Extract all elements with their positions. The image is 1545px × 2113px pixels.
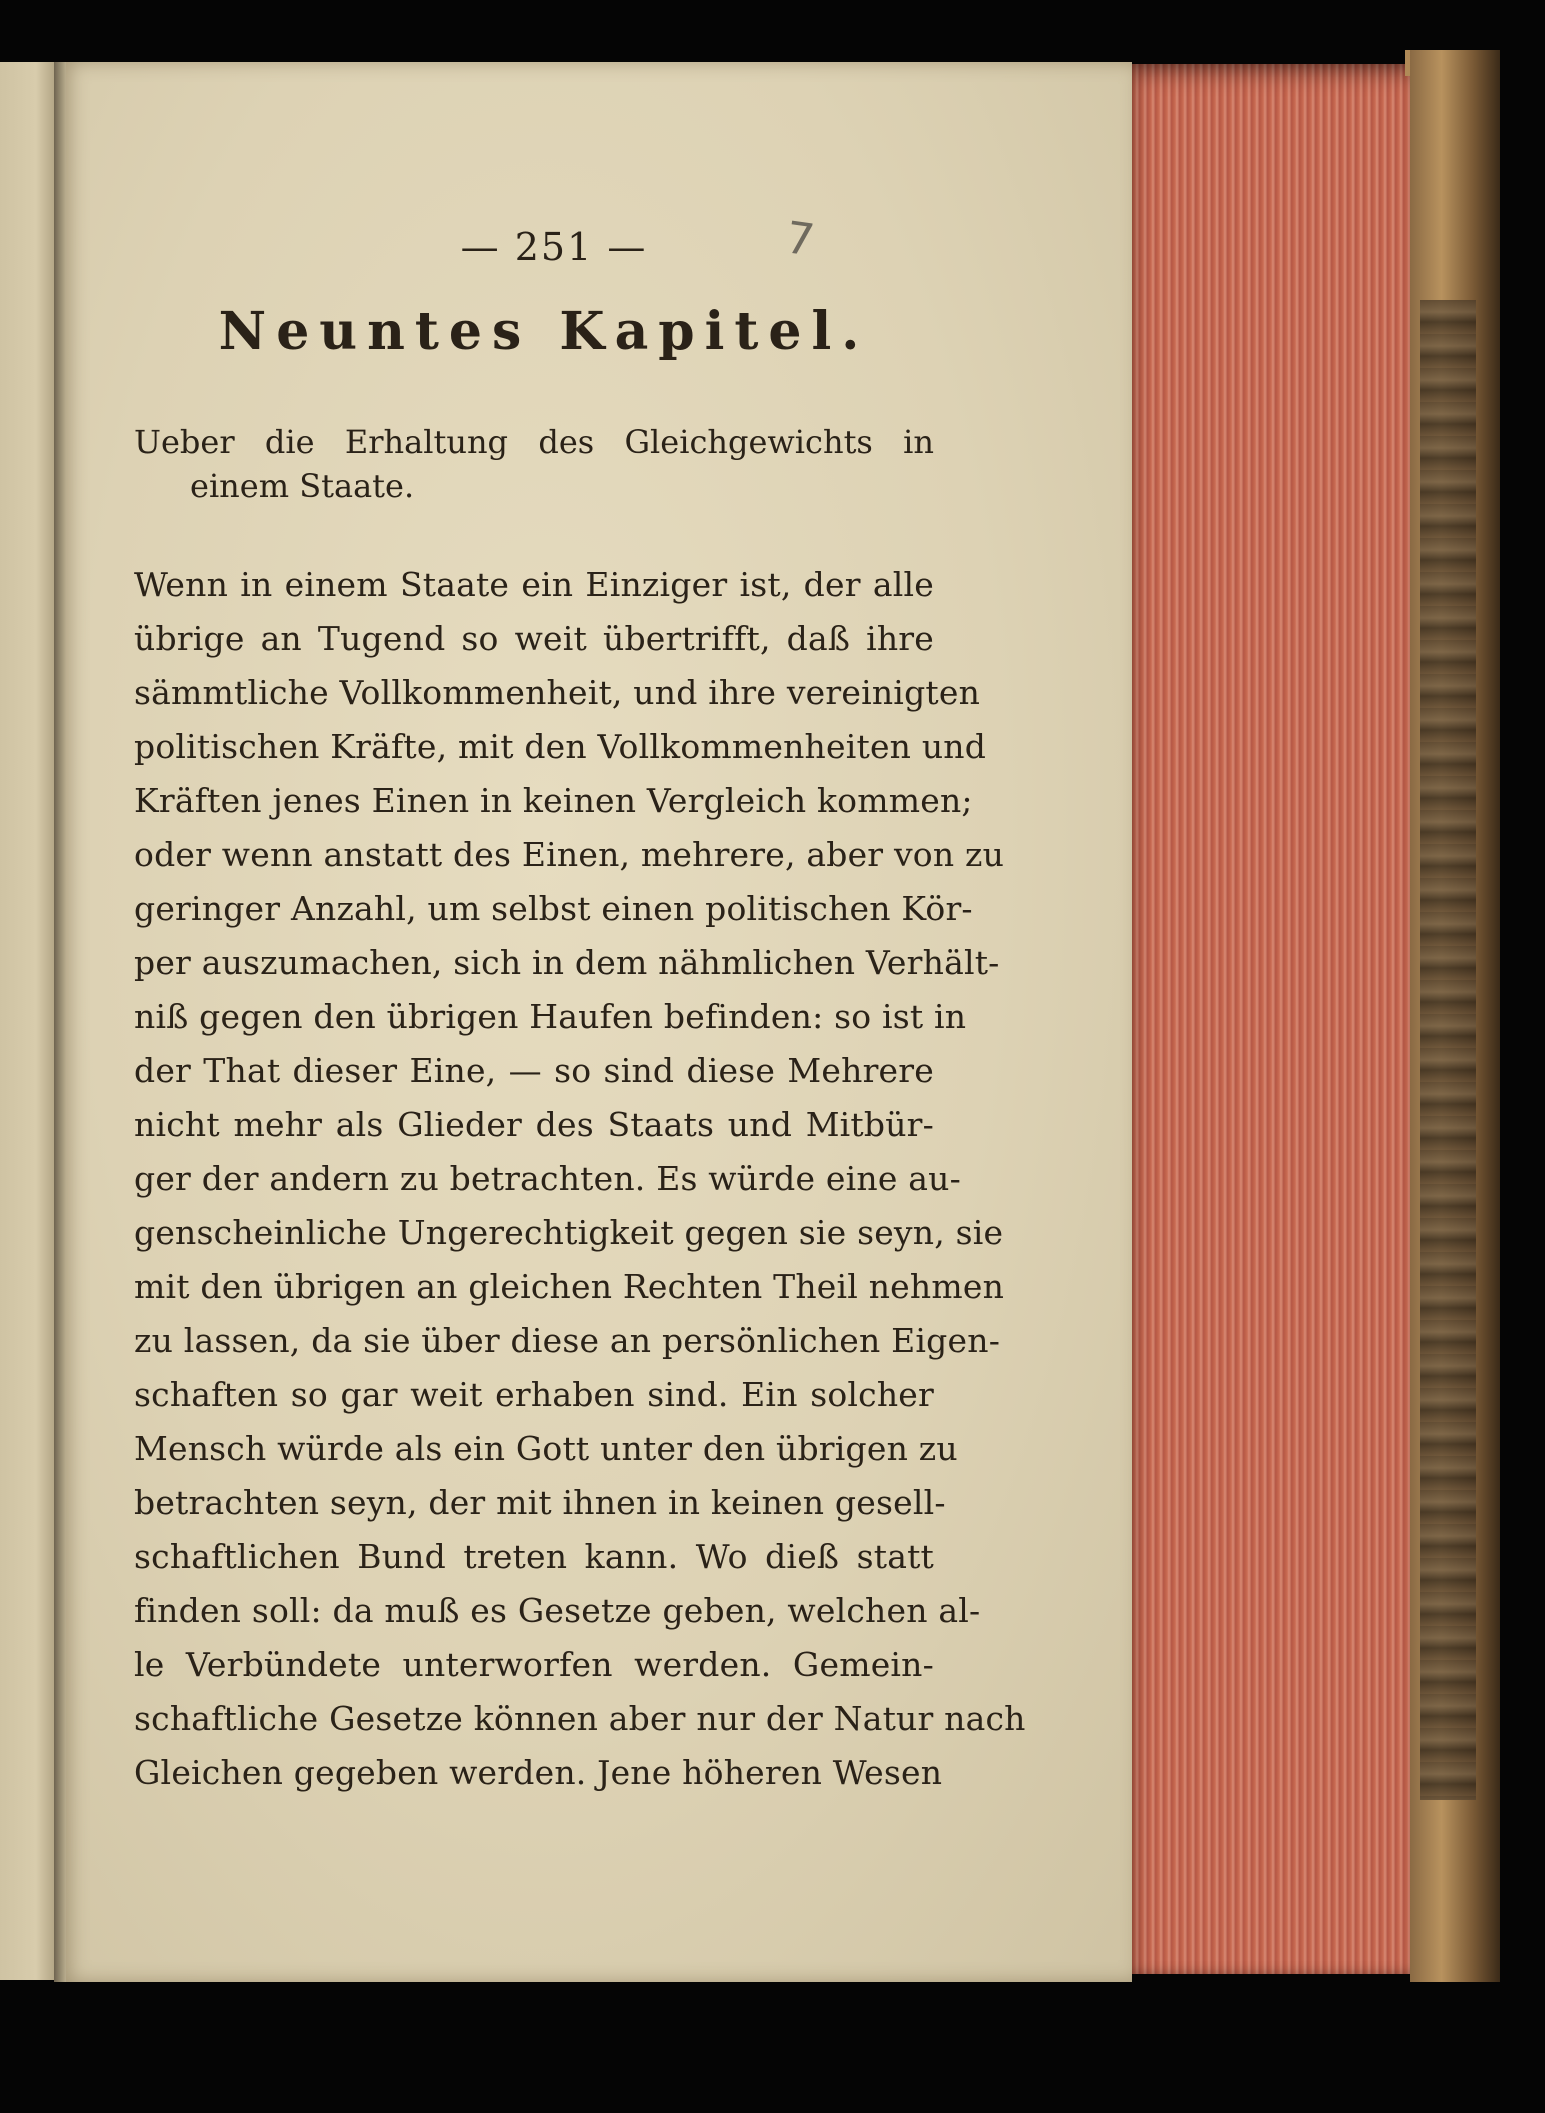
left-page-edge	[0, 62, 60, 1980]
page-number: — 251 —	[460, 225, 648, 269]
text-line: finden soll: da muß es Gesetze geben, welchen al-	[134, 1591, 981, 1630]
page-text	[134, 225, 1026, 1800]
text-line: Wenn in einem Staate ein Einziger ist, der alle	[134, 565, 934, 604]
pencil-annotation: 7	[782, 212, 818, 267]
text-line: Gleichen gegeben werden. Jene höheren Wesen	[134, 1753, 943, 1792]
text-line: politischen Kräfte, mit den Vollkommenheiten und	[134, 727, 987, 766]
text-line: zu lassen, da sie über diese an persönlichen Eigen-	[134, 1321, 1001, 1360]
text-line: übrige an Tugend so weit übertrifft, daß ihre	[134, 619, 934, 658]
text-line: genscheinliche Ungerechtigkeit gegen sie seyn, sie	[134, 1213, 1004, 1252]
text-line: per auszumachen, sich in dem nähmlichen Verhält-	[134, 943, 1000, 982]
text-line: nicht mehr als Glieder des Staats und Mitbür-	[134, 1105, 934, 1144]
text-line: geringer Anzahl, um selbst einen politischen Kör-	[134, 889, 973, 928]
text-line: schaften so gar weit erhaben sind. Ein solcher	[134, 1375, 934, 1414]
text-line: mit den übrigen an gleichen Rechten Theil nehmen	[134, 1267, 1005, 1306]
text-line: le Verbündete unterworfen werden. Gemein-	[134, 1645, 934, 1684]
text-line: betrachten seyn, der mit ihnen in keinen gesell-	[134, 1483, 946, 1522]
book-gutter	[54, 62, 66, 1982]
text-line: niß gegen den übrigen Haufen befinden: so ist in	[134, 997, 967, 1036]
text-line: Mensch würde als ein Gott unter den übrigen zu	[134, 1429, 958, 1468]
text-line: Kräften jenes Einen in keinen Vergleich kommen;	[134, 781, 973, 820]
text-line: schaftlichen Bund treten kann. Wo dieß statt	[134, 1537, 934, 1576]
text-line: schaftliche Gesetze können aber nur der Natur nach	[134, 1699, 1026, 1738]
text-line: der That dieser Eine, — so sind diese Mehrere	[134, 1051, 934, 1090]
chapter-summary: Ueber die Erhaltung des Gleichgewichts in einem Staate.	[134, 423, 934, 505]
text-line: oder wenn anstatt des Einen, mehrere, aber von zu	[134, 835, 1005, 874]
body-text	[134, 558, 1026, 1800]
chapter-title: Neuntes Kapitel.	[218, 301, 870, 362]
page-fore-edge	[1132, 64, 1422, 1974]
text-line: sämmtliche Vollkommenheit, und ihre vereinigten	[134, 673, 981, 712]
text-line: ger der andern zu betrachten. Es würde eine au-	[134, 1159, 961, 1198]
marbled-cover-pattern	[1420, 300, 1476, 1800]
